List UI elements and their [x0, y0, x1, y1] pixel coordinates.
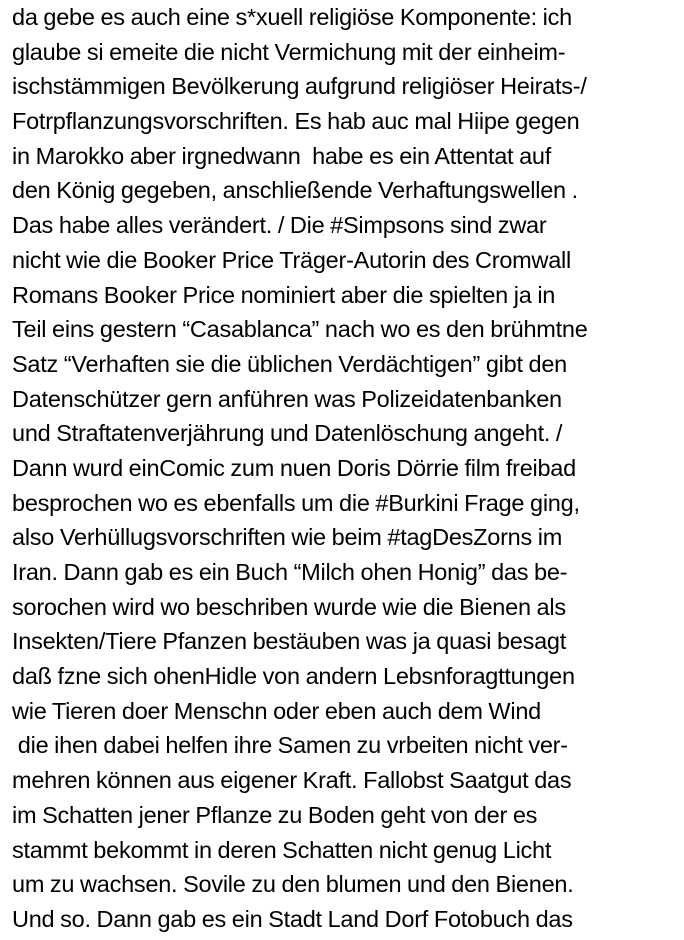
text-line: Das habe alles verändert. / Die #Simpsons sind zwar: [12, 212, 547, 239]
text-line: daß fzne sich ohenHidle von andern Lebsnforagttungen: [12, 663, 575, 690]
text-line: Satz “Verhaften sie die üblichen Verdächtigen” gibt den: [12, 350, 567, 377]
text-line: wie Tieren doer Menschn oder eben auch dem Wind: [12, 697, 541, 724]
text-line: und Straftatenverjährung und Datenlöschung angeht. /: [12, 420, 563, 447]
text-line: ischstämmigen Bevölkerung aufgrund religiöser Heirats-/: [12, 73, 587, 100]
text-line: Fotrpflanzungsvorschriften. Es hab auc mal Hiipe gegen: [12, 108, 580, 135]
text-line: Datenschützer gern anführen was Polizeidatenbanken: [12, 385, 562, 412]
text-line: Und so. Dann gab es ein Stadt Land Dorf Fotobuch das: [12, 905, 573, 932]
text-line: mehren können aus eigener Kraft. Fallobst Saatgut das: [12, 767, 572, 794]
text-line: nicht wie die Booker Price Träger-Autorin des Cromwall: [12, 246, 571, 273]
text-line: besprochen wo es ebenfalls um die #Burkini Frage ging,: [12, 489, 580, 516]
text-line: Iran. Dann gab es ein Buch “Milch ohen Honig” das be-: [12, 559, 568, 585]
text-line: also Verhüllugsvorschriften wie beim #tagDesZorns im: [12, 524, 563, 551]
text-line: in Marokko aber irgnedwann habe es ein Attentat auf: [12, 142, 552, 169]
body-text: [12, 0, 684, 937]
text-line: Romans Booker Price nominiert aber die spielten ja in: [12, 281, 556, 308]
text-line: die ihen dabei helfen ihre Samen zu vrbeiten nicht ver-: [12, 732, 568, 759]
text-line: Insekten/Tiere Pfanzen bestäuben was ja quasi besagt: [12, 628, 567, 655]
text-line: um zu wachsen. Sovile zu den blumen und den Bienen.: [12, 871, 574, 898]
text-line: stammt bekommt in deren Schatten nicht genug Licht: [12, 836, 552, 863]
text-line: Teil eins gestern “Casablanca” nach wo es den brühmtne: [12, 316, 588, 343]
text-line: den König gegeben, anschließende Verhaftungswellen .: [12, 177, 578, 204]
text-line: glaube si emeite die nicht Vermichung mit der einheim-: [12, 38, 566, 65]
text-line: Dann wurd einComic zum nuen Doris Dörrie film freibad: [12, 454, 576, 481]
text-line: sorochen wird wo beschriben wurde wie die Bienen als: [12, 593, 566, 620]
text-line: da gebe es auch eine s*xuell religiöse Komponente: ich: [12, 4, 572, 30]
text-line: im Schatten jener Pflanze zu Boden geht von der es: [12, 801, 538, 828]
